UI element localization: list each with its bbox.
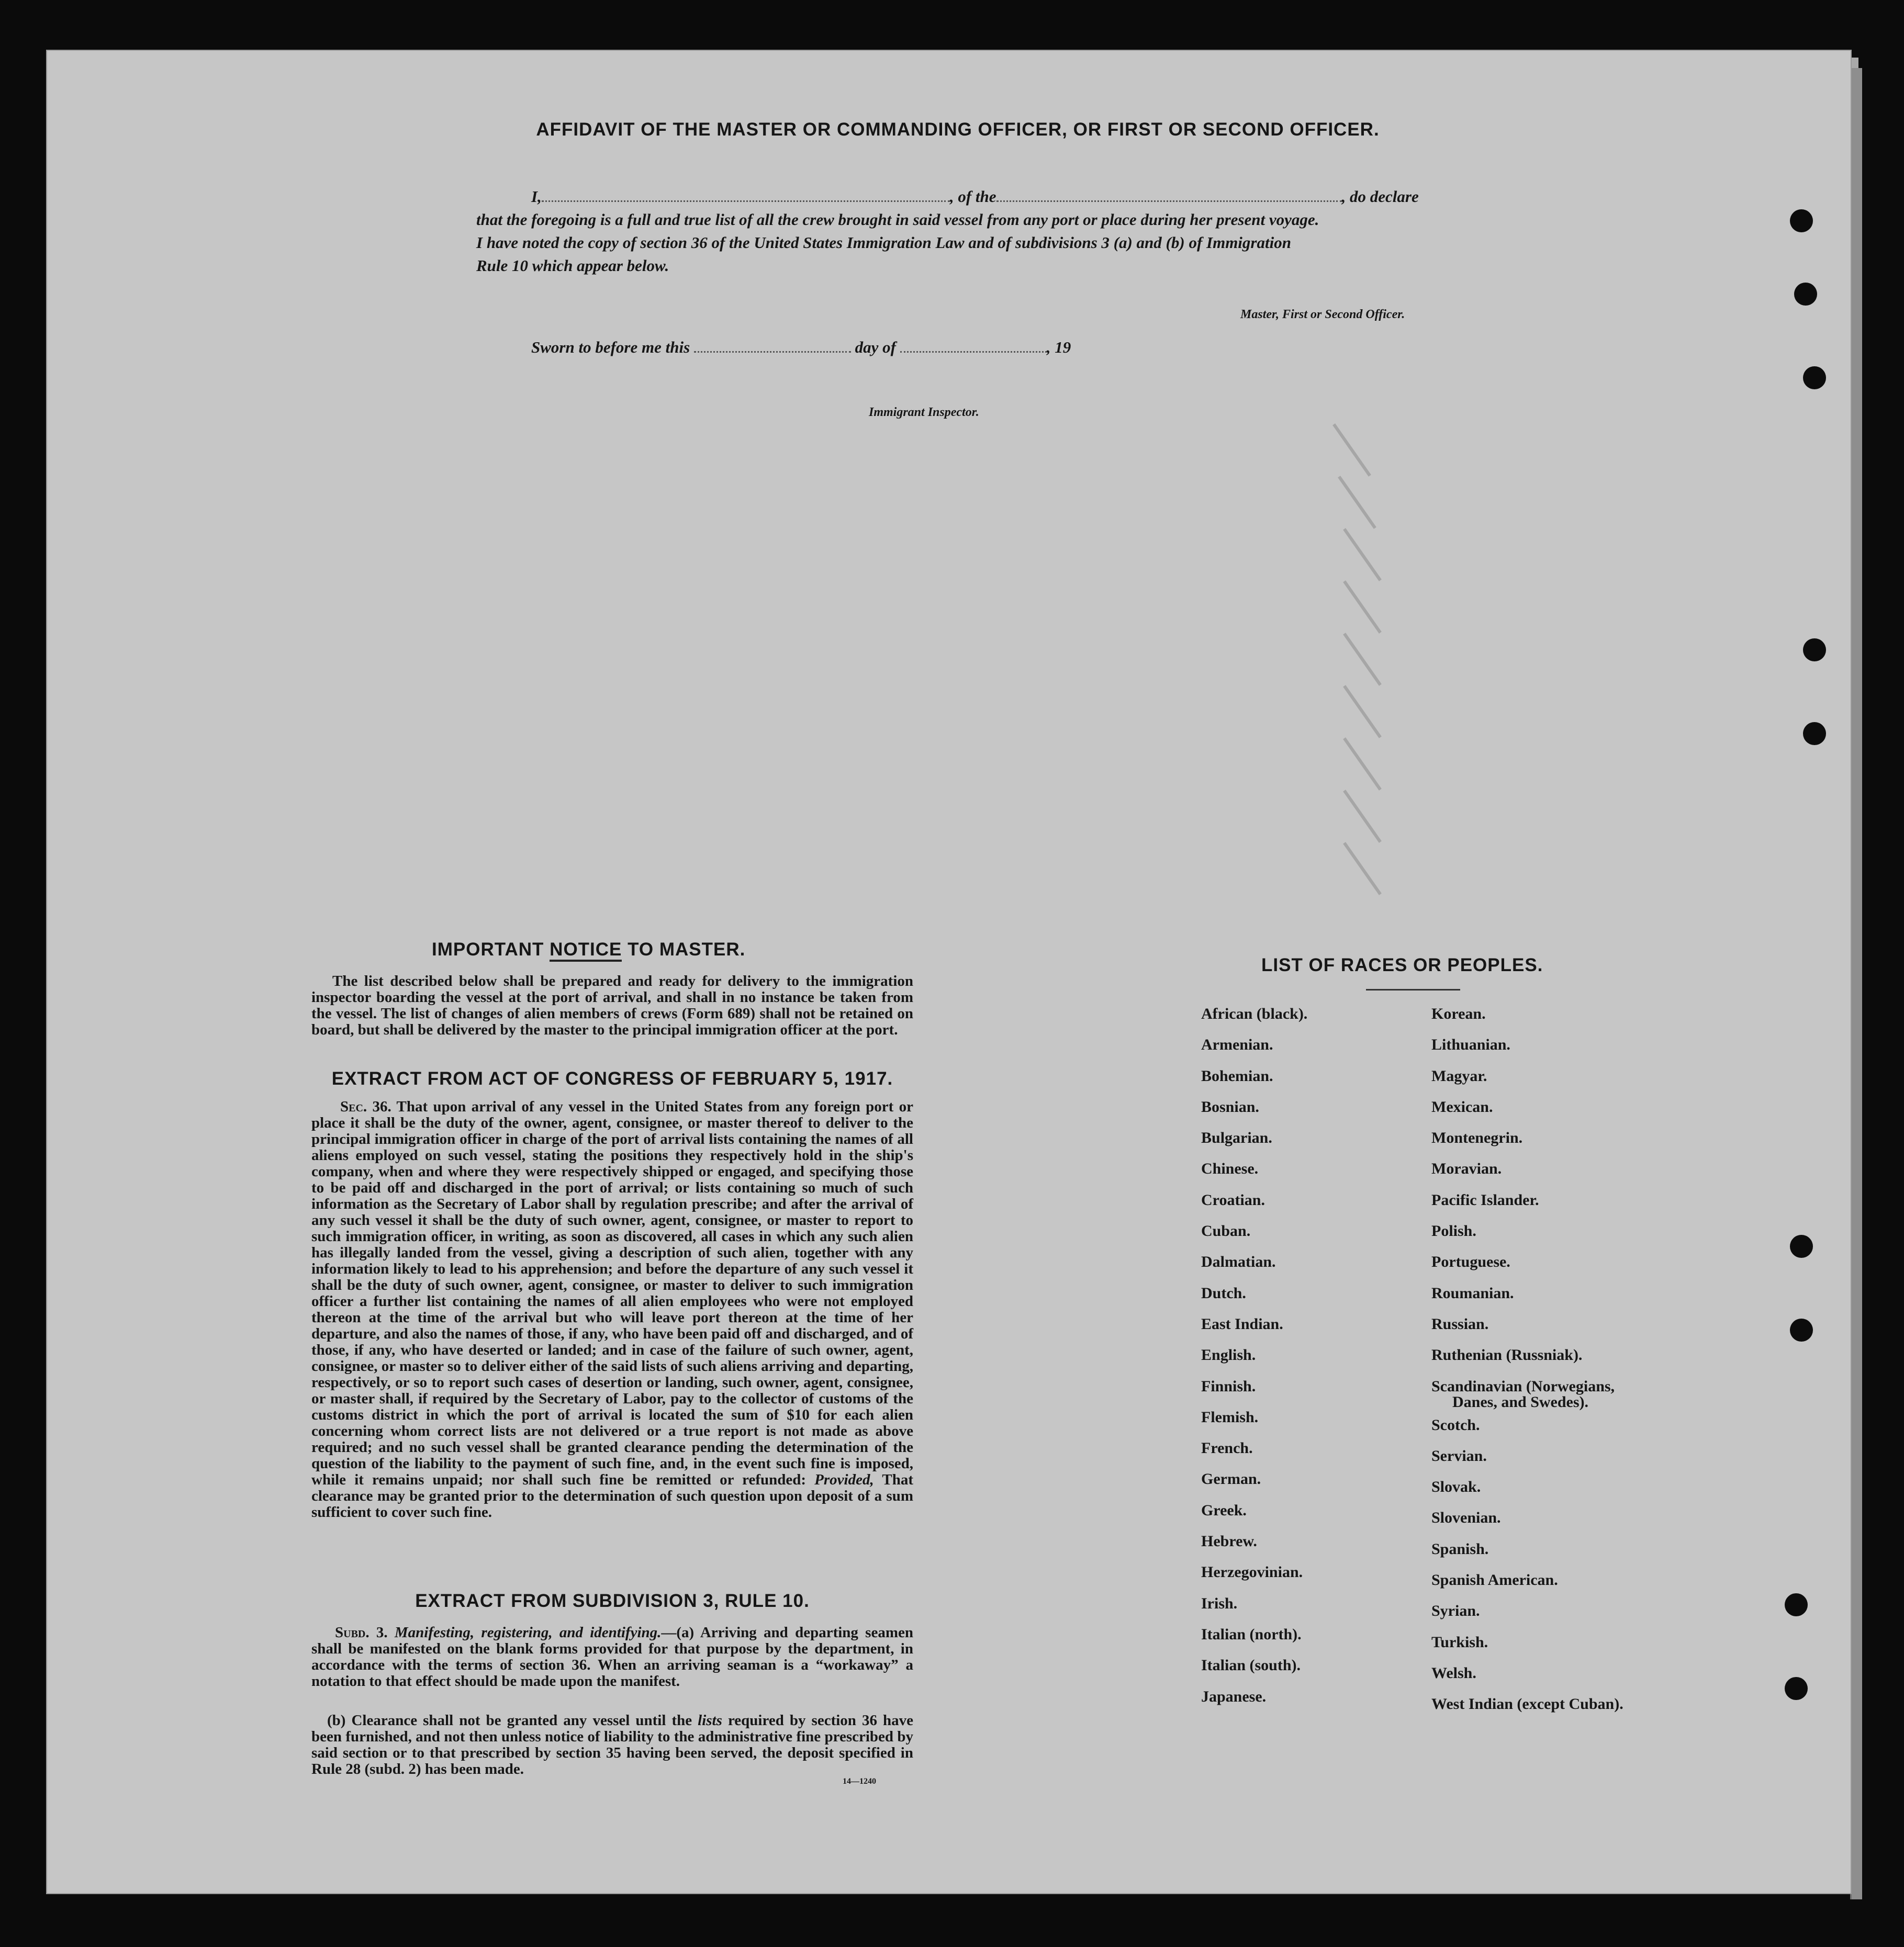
bleed-through-heading — [324, 141, 331, 170]
race-item-right: Montenegrin. — [1431, 1129, 1523, 1147]
proviso-text: That clearance may be granted prior to the determination of such question upon deposit of a sum sufficient to cover such fine. — [311, 1471, 913, 1521]
race-item-right: Welsh. — [1431, 1664, 1476, 1682]
race-item-left: Italian (north). — [1201, 1625, 1302, 1643]
affidavit-line-3: I have noted the copy of section 36 of the United States Immigration Law and of subdivisions 3 (a) and (b) of Immigration — [476, 233, 1291, 252]
immigrant-inspector-label: Immigrant Inspector. — [869, 406, 979, 419]
race-item-right: Slovak. — [1431, 1478, 1481, 1496]
race-item-left: Chinese. — [1201, 1160, 1259, 1178]
month-blank — [900, 349, 1047, 353]
race-item-left: Bohemian. — [1201, 1067, 1273, 1085]
race-item-left: Bulgarian. — [1201, 1129, 1272, 1147]
race-item-left: Japanese. — [1201, 1687, 1267, 1705]
binder-hole — [1790, 209, 1813, 232]
race-item-right: Magyar. — [1431, 1067, 1487, 1085]
races-right-column — [1431, 998, 1623, 1720]
affidavit-do-declare: , do declare — [1341, 187, 1419, 206]
affidavit-line-2: that the foregoing is a full and true list of all the crew brought in said vessel from any port or place during her present voyage. — [476, 210, 1319, 229]
race-item-left: Armenian. — [1201, 1036, 1273, 1054]
proviso-word: Provided, — [814, 1471, 874, 1488]
race-item-left: Hebrew. — [1201, 1533, 1257, 1550]
notice-title-master: TO MASTER. — [622, 939, 746, 960]
race-item-right: Korean. — [1431, 1005, 1486, 1022]
name-blank — [542, 198, 950, 202]
race-item-left: East Indian. — [1201, 1315, 1283, 1333]
affidavit-line-4: Rule 10 which appear below. — [476, 256, 669, 275]
subdivision-label: Subd. 3. — [335, 1624, 388, 1641]
section-36-text — [311, 1099, 913, 1521]
race-item-right: Ruthenian (Russniak). — [1431, 1346, 1583, 1364]
notice-title-notice: NOTICE — [550, 939, 622, 962]
race-item-left: Italian (south). — [1201, 1657, 1301, 1674]
binder-hole — [1803, 722, 1826, 745]
race-item-right: Roumanian. — [1431, 1284, 1514, 1302]
race-item-left: Dutch. — [1201, 1284, 1246, 1302]
section-36-body: That upon arrival of any vessel in the United States from any foreign port or place it shall be the duty of the owner, agent, consignee, or master thereof to deliver to the principal immigration officer in charge of the port of arrival lists containing the names of all aliens employed on such vessel, stating the positions they respectively hold in the ship's company, when and where they were respectively shipped or engaged, and specifying those to be paid off and discharged in the port of arrival; or lists containing so much of such information as the Secretary of Labor shall by regulation prescribe; and after the arrival of any such vessel it shall be the duty of such owner, agent, consignee, or master to report to such immigration officer, in writing, as soon as discovered, all cases in which any such alien has illegally landed from the vessel, giving a description of such alien, together with any information likely to lead to his apprehension; and before the departure of any such vessel it shall be the duty of such owner, agent, consignee, or master to deliver to such immigration officer a further list containing the names of all alien employees who were not employed thereon at the time of the arrival but who will leave port thereon at the time of her departure, and also the names of those, if any, who have been paid off and discharged, and of those, if any, who have deserted or landed; and in case of the failure of such owner, agent, consignee, or master so to deliver either of the said lists of such aliens arriving and departing, respectively, or so to report such cases of desertion or landing, such owner, agent, consignee, or master shall, if required by the Secretary of Labor, pay to the collector of customs of the customs district in which the port of arrival is located the sum of $10 for each alien concerning whom correct lists are not delivered or a true report is not made as above required; and no such vessel shall be granted clearance pending the determination of the question of the liability to the payment of such fine, and, in the event such fine is imposed, while it remains unpaid; nor shall such fine be remitted or refunded: — [311, 1098, 914, 1488]
race-item-left: German. — [1201, 1470, 1261, 1488]
races-title-rule — [1366, 989, 1460, 991]
race-item-right: West Indian (except Cuban). — [1431, 1695, 1623, 1713]
race-item-right: Syrian. — [1431, 1602, 1480, 1620]
race-item-left: Herzegovinian. — [1201, 1563, 1303, 1581]
notice-title — [432, 939, 745, 960]
extract-act-title: EXTRACT FROM ACT OF CONGRESS OF FEBRUARY 5, 1917. — [331, 1068, 893, 1089]
section-36-label: Sec. 36. — [340, 1098, 391, 1115]
binder-hole — [1785, 1677, 1808, 1700]
race-item-right: Spanish. — [1431, 1540, 1489, 1558]
race-item-right: Mexican. — [1431, 1098, 1493, 1116]
race-item-left: Dalmatian. — [1201, 1253, 1276, 1271]
day-of-text: day of — [855, 338, 896, 356]
binder-hole — [1785, 1593, 1808, 1616]
race-item-right: Moravian. — [1431, 1160, 1502, 1178]
race-item-left: Irish. — [1201, 1594, 1238, 1612]
race-item-right: Scotch. — [1431, 1416, 1480, 1434]
race-item-right: Polish. — [1431, 1222, 1476, 1240]
binder-hole — [1790, 1319, 1813, 1342]
subdivision-b-end: required by section 36 have been furnished, and not then unless notice of liability to the administrative fine prescribed by said section or to that prescribed by section 35 having been served, the deposit specified in Rule 28 (subd. 2) has been made. — [311, 1712, 914, 1777]
race-item-right: Portuguese. — [1431, 1253, 1510, 1271]
day-blank — [694, 349, 851, 353]
form-number: 14—1240 — [843, 1777, 876, 1786]
race-item-left: Cuban. — [1201, 1222, 1251, 1240]
race-item-left: Greek. — [1201, 1501, 1247, 1519]
year-prefix: , 19 — [1046, 338, 1071, 356]
underlying-page-edge-2 — [1850, 68, 1862, 1899]
subdivision-a-text: —(a) Arriving and departing seamen shall be manifested on the blank forms provided for that purpose by the department, in accordance with the terms of section 36. When an arriving seaman is a “workaway” a notation to that effect should be made upon the manifest. — [311, 1624, 913, 1690]
binder-hole — [1794, 283, 1817, 306]
races-list-title: LIST OF RACES OR PEOPLES. — [1261, 955, 1543, 975]
subdivision-b-lists: lists — [698, 1712, 722, 1729]
sworn-text: Sworn to before me this — [531, 338, 690, 356]
master-signature-label: Master, First or Second Officer. — [1240, 308, 1405, 321]
notice-title-important: IMPORTANT — [432, 939, 550, 960]
race-item-right: Danes, and Swedes). — [1452, 1393, 1589, 1411]
race-item-right: Scandinavian (Norwegians, — [1431, 1377, 1615, 1395]
race-item-left: Croatian. — [1201, 1191, 1265, 1209]
races-left-column — [1201, 998, 1307, 1712]
binder-hole — [1803, 638, 1826, 661]
subdivision-heading: Manifesting, registering, and identifying. — [394, 1624, 662, 1641]
race-item-left: English. — [1201, 1346, 1256, 1364]
binder-hole — [1803, 366, 1826, 389]
notice-text: The list described below shall be prepared and ready for delivery to the immigration inspector boarding the vessel at the port of arrival, and shall in no instance be taken from the vessel. The list of changes of alien members of crews (Form 689) shall not be retained on board, but shall be delivered by the master to the principal immigration officer at the port. — [311, 973, 913, 1038]
race-item-right: Servian. — [1431, 1447, 1487, 1465]
race-item-left: African (black). — [1201, 1005, 1308, 1022]
race-item-left: Flemish. — [1201, 1408, 1259, 1426]
binder-hole — [1790, 1235, 1813, 1258]
subdivision-b-text — [311, 1713, 913, 1777]
subdivision-b-start: (b) Clearance shall not be granted any vessel until the — [327, 1712, 692, 1729]
subdivision-3-text — [311, 1625, 913, 1690]
race-item-right: Turkish. — [1431, 1633, 1488, 1651]
race-item-left: Bosnian. — [1201, 1098, 1259, 1116]
sworn-statement — [531, 338, 1071, 357]
affidavit-title: AFFIDAVIT OF THE MASTER OR COMMANDING OFFICER, OR FIRST OR SECOND OFFICER. — [536, 119, 1380, 140]
vessel-blank — [996, 198, 1342, 202]
race-item-left: Finnish. — [1201, 1377, 1256, 1395]
affidavit-i: I, — [531, 187, 542, 206]
race-item-right: Lithuanian. — [1431, 1036, 1510, 1054]
race-item-left: French. — [1201, 1439, 1253, 1457]
race-item-right: Slovenian. — [1431, 1509, 1501, 1527]
race-item-right: Russian. — [1431, 1315, 1489, 1333]
race-item-right: Spanish American. — [1431, 1571, 1558, 1589]
race-item-right: Pacific Islander. — [1431, 1191, 1539, 1209]
affidavit-of-the: , of the — [949, 187, 996, 206]
affidavit-declaration-line — [531, 185, 1531, 208]
extract-rule-title: EXTRACT FROM SUBDIVISION 3, RULE 10. — [415, 1591, 810, 1611]
